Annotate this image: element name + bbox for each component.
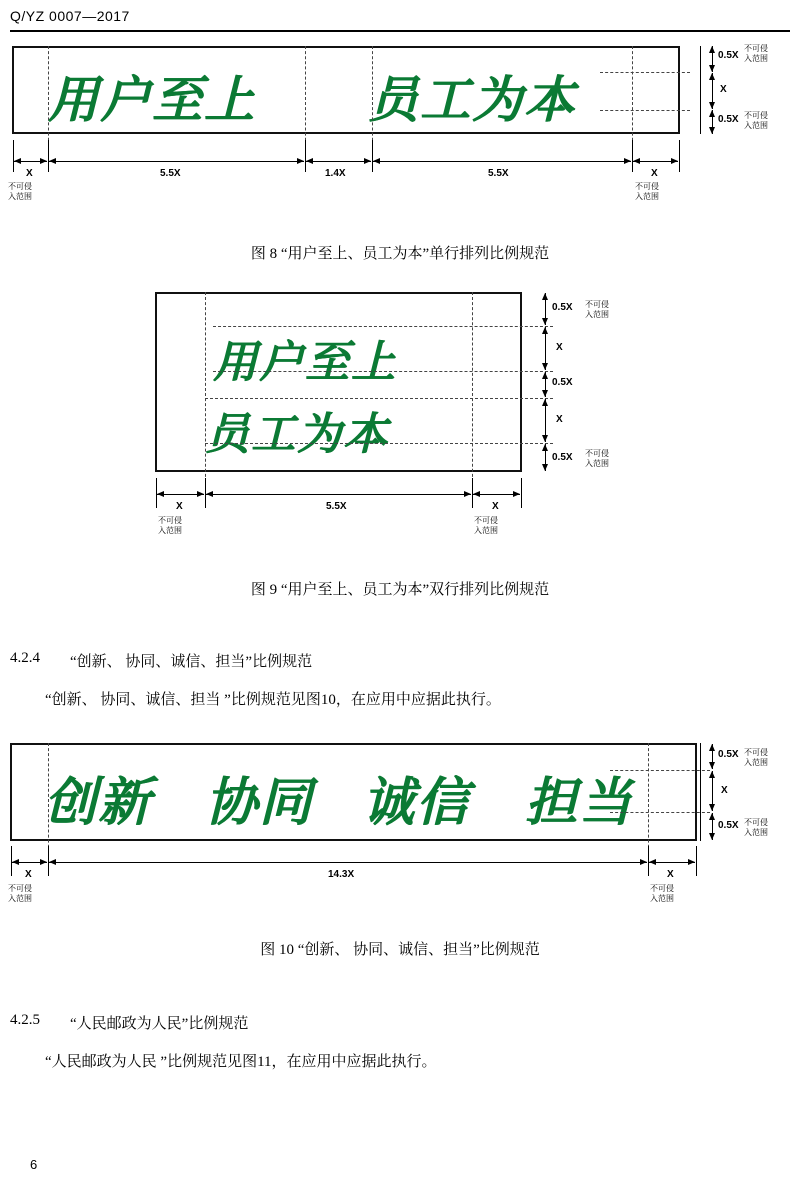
- figure-8-slogan-left: 用户至上: [48, 71, 256, 129]
- figure-8-tick-e: [632, 140, 633, 172]
- figure-9-tick-d: [521, 478, 522, 508]
- figure-10-word-3: 诚信: [362, 773, 471, 833]
- figure-8-slogan-right: 员工为本: [368, 71, 576, 129]
- figure-8-label-seg1: 5.5X: [160, 168, 181, 179]
- figure-10-label-width: 14.3X: [328, 869, 355, 880]
- figure-8-note-bottom-right2: 不可侵 入范围: [635, 182, 659, 201]
- figure-9-note-right: 不可侵 入范围: [474, 516, 498, 535]
- section-4-2-4-title: “创新、 协同、诚信、担当”比例规范: [70, 654, 313, 670]
- figure-8-dim-bot-arrow: [712, 110, 713, 134]
- figure-10-dim-mid: [712, 771, 713, 811]
- figure-9-dim-3: [545, 372, 546, 397]
- figure-8-seg-gap: [306, 161, 371, 162]
- figure-8-seg-1: [49, 161, 304, 162]
- figure-9-label-1: 0.5X: [552, 302, 573, 313]
- figure-9-slogan-line1: 用户至上: [213, 337, 397, 388]
- figure-9-label-right: X: [492, 501, 499, 512]
- section-4-2-4-number: 4.2.4: [10, 650, 40, 666]
- figure-8-dim-top: 0.5X: [718, 50, 739, 61]
- figure-9-guide-v1: [205, 292, 206, 492]
- figure-10-seg-main: [49, 862, 647, 863]
- section-4-2-5-number: 4.2.5: [10, 1012, 40, 1028]
- figure-9-label-width: 5.5X: [326, 501, 347, 512]
- figure-8-seg-margin-right: [633, 161, 678, 162]
- page-number: 6: [30, 1157, 38, 1172]
- figure-8-label-gap: 1.4X: [325, 168, 346, 179]
- section-4-2-4-paragraph: “创新、 协同、诚信、担当 ”比例规范见图10，在应用中应据此执行。: [45, 692, 501, 708]
- figure-8-tick-d: [372, 140, 373, 172]
- figure-9-slogan-line2: 员工为本: [205, 409, 389, 460]
- figure-8-tick-c: [305, 140, 306, 172]
- header-divider: [10, 30, 790, 32]
- figure-8-right-ext: [700, 46, 701, 134]
- figure-8-label-seg2: 5.5X: [488, 168, 509, 179]
- figure-8-dim-bottom: 0.5X: [718, 114, 739, 125]
- figure-8-tick-a: [13, 140, 14, 172]
- figure-8-note-bottom-right: 不可侵 入范围: [744, 111, 768, 130]
- figure-10-note-bottom-right2: 不可侵 入范围: [650, 884, 674, 903]
- figure-8-dim-mid-arrow: [712, 73, 713, 109]
- figure-8-tick-f: [679, 140, 680, 172]
- section-4-2-5-title: “人民邮政为人民”比例规范: [70, 1016, 249, 1032]
- figure-9-label-4: X: [556, 414, 563, 425]
- figure-10-word-4: 担当: [525, 773, 634, 833]
- figure-10-word-2: 协同: [205, 773, 314, 833]
- figure-10-right-ext: [700, 743, 701, 841]
- figure-8-caption: 图 8 “用户至上、员工为本”单行排列比例规范: [250, 246, 550, 262]
- figure-9-guide-h1: [213, 326, 553, 327]
- figure-8-seg-margin-left: [14, 161, 47, 162]
- figure-9-guide-h3: [205, 398, 553, 399]
- figure-10-label-top: 0.5X: [718, 749, 739, 760]
- figure-10-word-1: 创新: [44, 773, 153, 833]
- figure-9-dim-5: [545, 444, 546, 471]
- figure-9-note-bottom: 不可侵 入范围: [585, 449, 609, 468]
- figure-10-guide-h1: [610, 770, 710, 771]
- figure-8-dim-mid: X: [720, 84, 727, 95]
- figure-8-dim-top-arrow: [712, 46, 713, 72]
- figure-10-note-top-right: 不可侵 入范围: [744, 748, 768, 767]
- figure-9-seg-mid: [206, 494, 471, 495]
- figure-10-label-mid: X: [721, 785, 728, 796]
- figure-9-note-top: 不可侵 入范围: [585, 300, 609, 319]
- figure-10-guide-h2: [610, 812, 710, 813]
- figure-9-label-3: 0.5X: [552, 377, 573, 388]
- figure-10-label-right: X: [667, 869, 674, 880]
- figure-10-seg-right: [649, 862, 695, 863]
- figure-9-label-2: X: [556, 342, 563, 353]
- figure-9-guide-h4: [205, 443, 553, 444]
- figure-8-guide-h2: [600, 110, 690, 111]
- section-4-2-5-paragraph: “人民邮政为人民 ”比例规范见图11，在应用中应据此执行。: [45, 1054, 437, 1070]
- figure-8-guide-h1: [600, 72, 690, 73]
- figure-8-note-top-right: 不可侵 入范围: [744, 44, 768, 63]
- figure-10-label-bot: 0.5X: [718, 820, 739, 831]
- figure-9-seg-right: [473, 494, 520, 495]
- figure-9-dim-1: [545, 293, 546, 325]
- figure-8-note-bottom-left: 不可侵 入范围: [8, 182, 32, 201]
- figure-10-label-left: X: [25, 869, 32, 880]
- figure-10-note-bottom-right: 不可侵 入范围: [744, 818, 768, 837]
- figure-10-tick-d: [696, 846, 697, 876]
- page-header: Q/YZ 0007—2017: [10, 8, 130, 24]
- figure-9-label-5: 0.5X: [552, 452, 573, 463]
- figure-9-caption: 图 9 “用户至上、员工为本”双行排列比例规范: [250, 582, 550, 598]
- figure-10-guide-left: [48, 743, 49, 863]
- figure-10-seg-left: [12, 862, 47, 863]
- figure-10-note-bottom-left: 不可侵 入范围: [8, 884, 32, 903]
- figure-10-dim-top: [712, 744, 713, 769]
- figure-9-note-left: 不可侵 入范围: [158, 516, 182, 535]
- figure-8-label-margin-right: X: [651, 168, 658, 179]
- figure-10-guide-right: [648, 743, 649, 863]
- figure-8-label-margin-left: X: [26, 168, 33, 179]
- figure-10-dim-bot: [712, 813, 713, 840]
- figure-8-seg-2: [373, 161, 631, 162]
- figure-9-label-left: X: [176, 501, 183, 512]
- figure-8-tick-b: [48, 140, 49, 172]
- figure-9-guide-v2: [472, 292, 473, 492]
- figure-9-dim-4: [545, 399, 546, 442]
- figure-9-seg-left: [157, 494, 204, 495]
- figure-10-caption: 图 10 “创新、 协同、诚信、担当”比例规范: [260, 942, 540, 958]
- figure-9-dim-2: [545, 327, 546, 370]
- figure-9-guide-h2: [213, 371, 553, 372]
